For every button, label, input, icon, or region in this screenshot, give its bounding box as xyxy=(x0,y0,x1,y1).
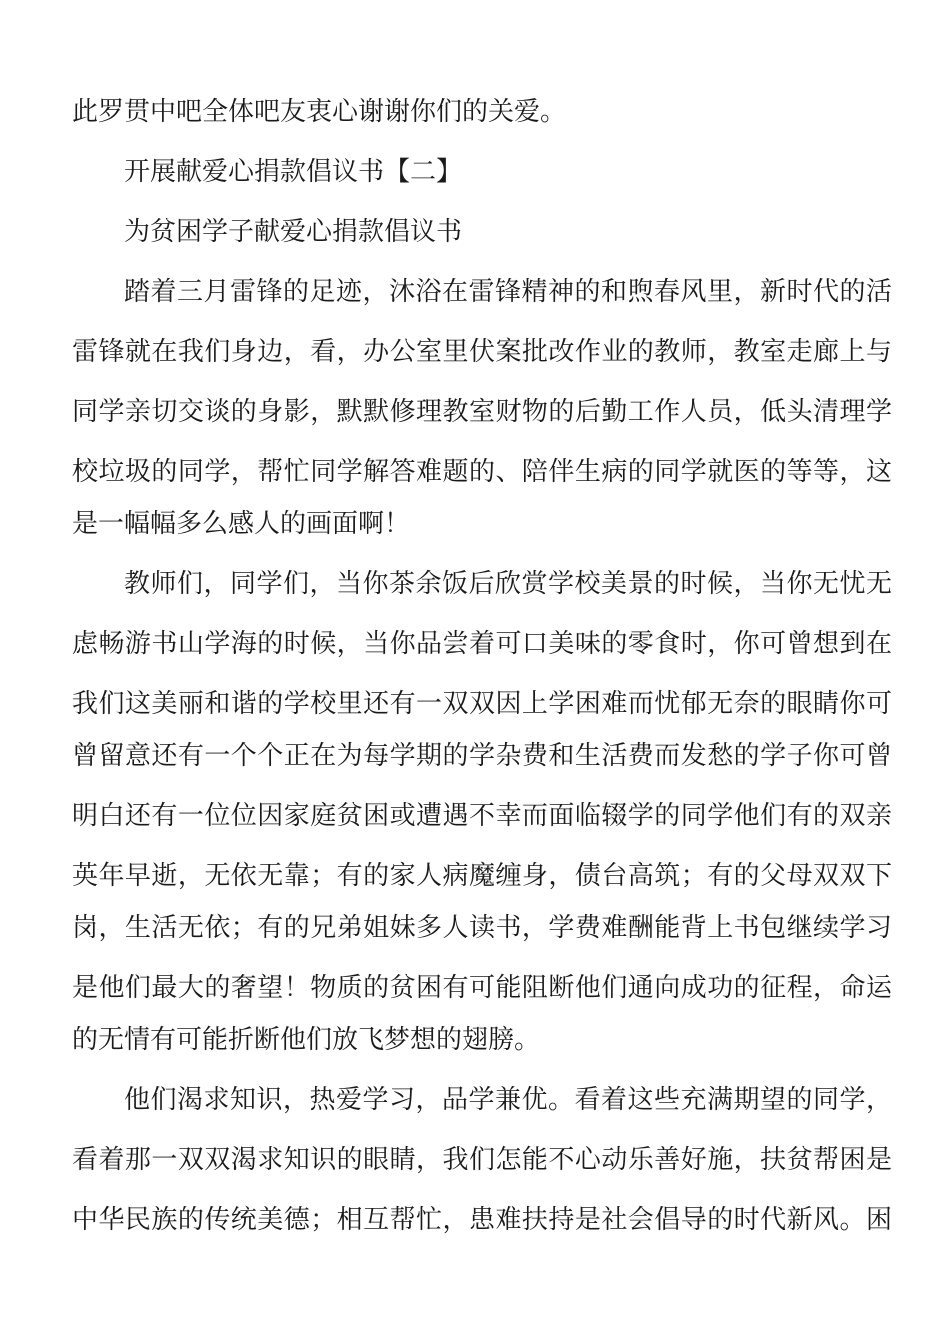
text-line: 虑畅游书山学海的时候，当你品尝着可口美味的零食时，你可曾想到在 xyxy=(72,629,892,659)
text-line: 同学亲切交谈的身影，默默修理教室财物的后勤工作人员，低头清理学 xyxy=(72,397,892,427)
section-heading: 开展献爱心捐款倡议书【二】 xyxy=(124,157,463,187)
text-line: 校垃圾的同学，帮忙同学解答难题的、陪伴生病的同学就医的等等，这 xyxy=(72,457,892,487)
text-line: 此罗贯中吧全体吧友衷心谢谢你们的关爱。 xyxy=(72,97,567,127)
text-line: 教师们，同学们，当你茶余饭后欣赏学校美景的时候，当你无忧无 xyxy=(124,569,892,599)
text-line: 是他们最大的奢望！物质的贫困有可能阻断他们通向成功的征程，命运 xyxy=(72,973,892,1003)
text-line: 是一幅幅多么感人的画面啊！ xyxy=(72,509,411,539)
text-line: 看着那一双双渴求知识的眼睛，我们怎能不心动乐善好施，扶贫帮困是 xyxy=(72,1145,892,1175)
text-line: 的无情有可能折断他们放飞梦想的翅膀。 xyxy=(72,1025,541,1055)
text-line: 明白还有一位位因家庭贫困或遭遇不幸而面临辍学的同学他们有的双亲 xyxy=(72,801,892,831)
text-line: 雷锋就在我们身边，看，办公室里伏案批改作业的教师，教室走廊上与 xyxy=(72,337,892,367)
text-line: 岗，生活无依；有的兄弟姐妹多人读书，学费难酬能背上书包继续学习 xyxy=(72,913,892,943)
text-line: 我们这美丽和谐的学校里还有一双双因上学困难而忧郁无奈的眼睛你可 xyxy=(72,689,892,719)
text-line: 曾留意还有一个个正在为每学期的学杂费和生活费而发愁的学子你可曾 xyxy=(72,741,892,771)
document-title: 为贫困学子献爱心捐款倡议书 xyxy=(124,217,463,247)
text-line: 他们渴求知识，热爱学习，品学兼优。看着这些充满期望的同学， xyxy=(124,1085,892,1115)
text-line: 中华民族的传统美德；相互帮忙，患难扶持是社会倡导的时代新风。困 xyxy=(72,1205,892,1235)
text-line: 踏着三月雷锋的足迹，沐浴在雷锋精神的和煦春风里，新时代的活 xyxy=(124,277,892,307)
text-line: 英年早逝，无依无靠；有的家人病魔缠身，债台高筑；有的父母双双下 xyxy=(72,861,892,891)
